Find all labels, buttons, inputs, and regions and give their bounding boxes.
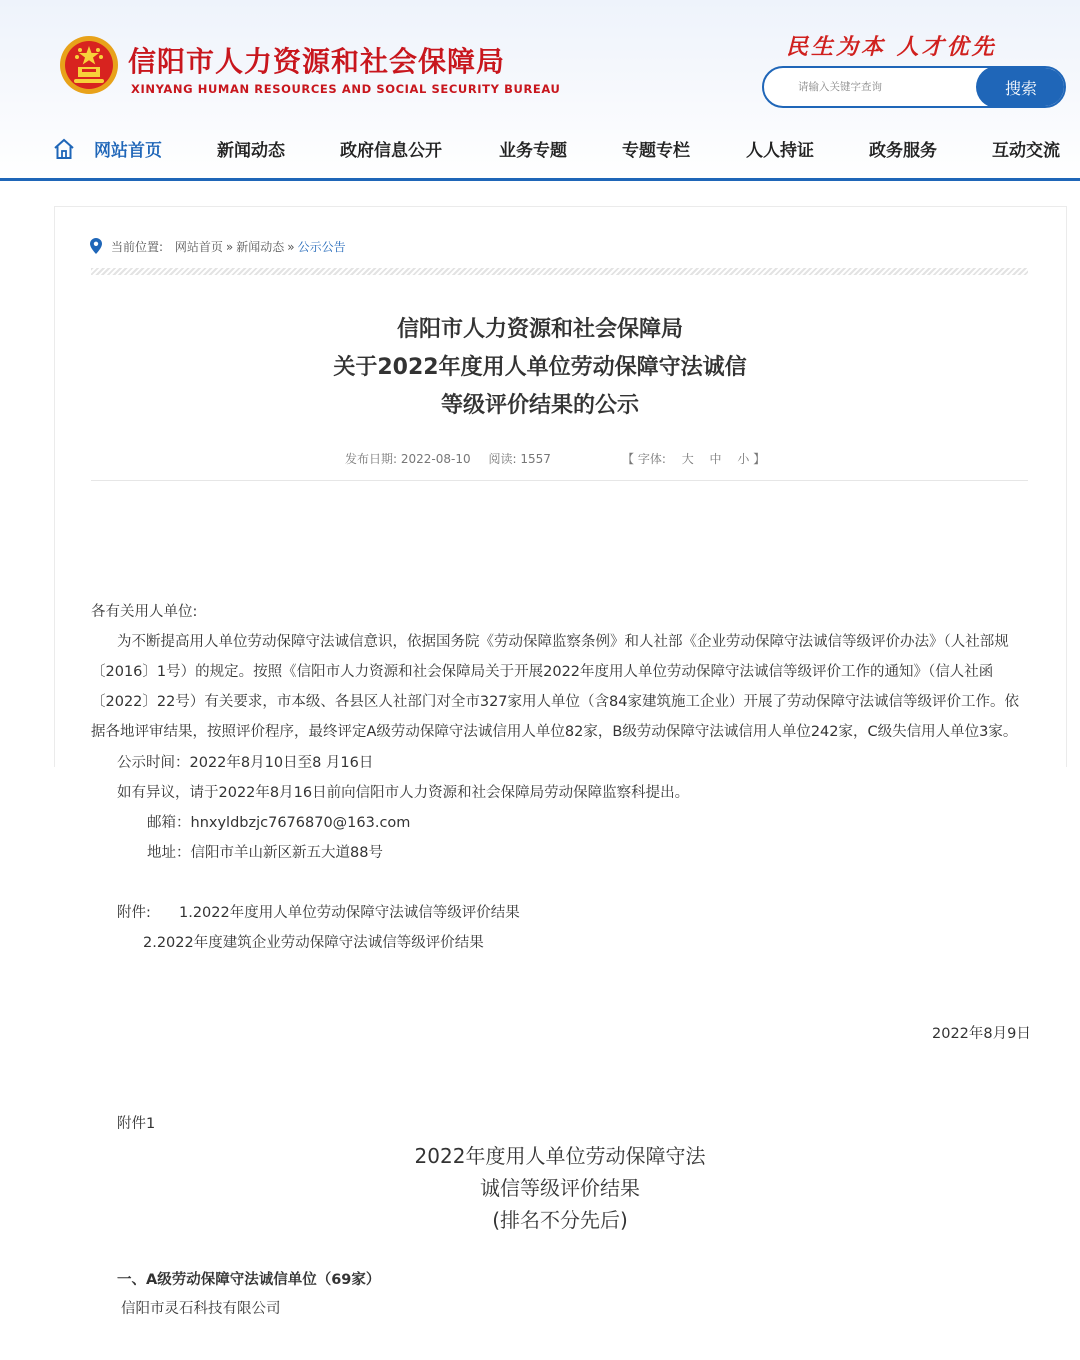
meta-divider (91, 480, 1028, 481)
nav-item-services[interactable]: 政务服务 (869, 141, 937, 161)
font-size-close: 】 (753, 452, 766, 466)
breadcrumb: 当前位置: 网站首页 » 新闻动态 » 公示公告 (111, 240, 346, 254)
appendix-title-line-1: 2022年度用人单位劳动保障守法 (414, 1144, 706, 1168)
publish-date: 2022-08-10 (400, 452, 471, 466)
nav-item-business[interactable]: 业务专题 (499, 141, 567, 161)
national-emblem-icon (58, 34, 120, 96)
search-button[interactable]: 搜索 (976, 66, 1066, 108)
sign-date: 2022年8月9日 (932, 1026, 1031, 1042)
company-list-item: 信阳市灵石科技有限公司 (121, 1301, 281, 1317)
section-a-heading: 一、A级劳动保障守法诚信单位（69家） (117, 1272, 381, 1288)
article-meta (345, 450, 551, 467)
attachments-label: 附件: (117, 905, 151, 921)
article-title-line-3: 等级评价结果的公示 (440, 393, 639, 418)
read-count: 1557 (520, 452, 551, 466)
paragraph-line: 为不断提高用人单位劳动保障守法诚信意识，依据国务院《劳动保障监察条例》和人社部《企业劳动保障守法诚信等级评价办法》（人社部规 (117, 634, 1009, 650)
site-slogan: 民生为本 人才优先 (786, 34, 997, 60)
read-count-label: 阅读: (488, 452, 517, 466)
site-title: 信阳市人力资源和社会保障局 (128, 45, 506, 78)
hatched-divider (91, 268, 1028, 275)
nav-item-interaction[interactable]: 互动交流 (992, 141, 1060, 161)
main-nav (0, 136, 1080, 166)
site-title-english: XINYANG HUMAN RESOURCES AND SOCIAL SECURITY BUREAU (131, 82, 561, 96)
appendix-label: 附件1 (117, 1116, 156, 1132)
search-input[interactable] (764, 68, 969, 106)
article-title-line-1: 信阳市人力资源和社会保障局 (396, 317, 683, 342)
paragraph-line: 〔2022〕22号）有关要求，市本级、各县区人社部门对全市327家用人单位（含84家建筑施工企业）开展了劳动保障守法诚信等级评价工作。依 (91, 694, 1019, 710)
article-title-line-2: 关于2022年度用人单位劳动保障守法诚信 (333, 355, 747, 380)
breadcrumb-label: 当前位置: (111, 240, 164, 254)
content-card (54, 206, 1067, 767)
attachment-link-2[interactable]: 2.2022年度建筑企业劳动保障守法诚信等级评价结果 (143, 935, 484, 951)
font-size-medium[interactable]: 中 (709, 452, 722, 466)
breadcrumb-current[interactable]: 公示公告 (297, 240, 346, 254)
search-box (762, 66, 1066, 108)
objection-notice: 如有异议，请于2022年8月16日前向信阳市人力资源和社会保障局劳动保障监察科提出。 (117, 785, 690, 801)
nav-item-news[interactable]: 新闻动态 (217, 141, 285, 161)
font-size-label: 【 字体: (622, 452, 666, 466)
appendix-title-line-2: 诚信等级评价结果 (480, 1176, 640, 1200)
font-size-large[interactable]: 大 (681, 452, 694, 466)
nav-item-special[interactable]: 专题专栏 (622, 141, 690, 161)
nav-item-home[interactable]: 网站首页 (94, 141, 162, 161)
breadcrumb-home[interactable]: 网站首页 (174, 240, 223, 254)
contact-address: 地址：信阳市羊山新区新五大道88号 (147, 845, 383, 861)
appendix-title-line-3: (排名不分先后) (492, 1208, 628, 1232)
breadcrumb-news[interactable]: 新闻动态 (236, 240, 285, 254)
font-size-control (622, 450, 765, 467)
paragraph-line: 据各地评审结果，按照评价程序，最终评定A级劳动保障守法诚信用人单位82家，B级劳动保障守法诚信用人单位242家，C级失信用人单位3家。 (91, 724, 1018, 740)
nav-item-certificates[interactable]: 人人持证 (746, 141, 814, 161)
nav-item-gov-info[interactable]: 政府信息公开 (340, 141, 442, 161)
publish-date-label: 发布日期: (345, 452, 398, 466)
attachment-link-1[interactable]: 1.2022年度用人单位劳动保障守法诚信等级评价结果 (179, 905, 520, 921)
notice-period: 公示时间：2022年8月10日至8 月16日 (117, 755, 374, 771)
salutation: 各有关用人单位: (91, 604, 198, 620)
site-header (0, 0, 1080, 181)
paragraph-line: 〔2016〕1号）的规定。按照《信阳市人力资源和社会保障局关于开展2022年度用人单位劳动保障守法诚信等级评价工作的通知》（信人社函 (91, 664, 994, 680)
location-pin-icon (90, 238, 102, 254)
font-size-small[interactable]: 小 (737, 452, 750, 466)
contact-email: 邮箱：hnxyldbzjc7676870@163.com (147, 815, 411, 831)
